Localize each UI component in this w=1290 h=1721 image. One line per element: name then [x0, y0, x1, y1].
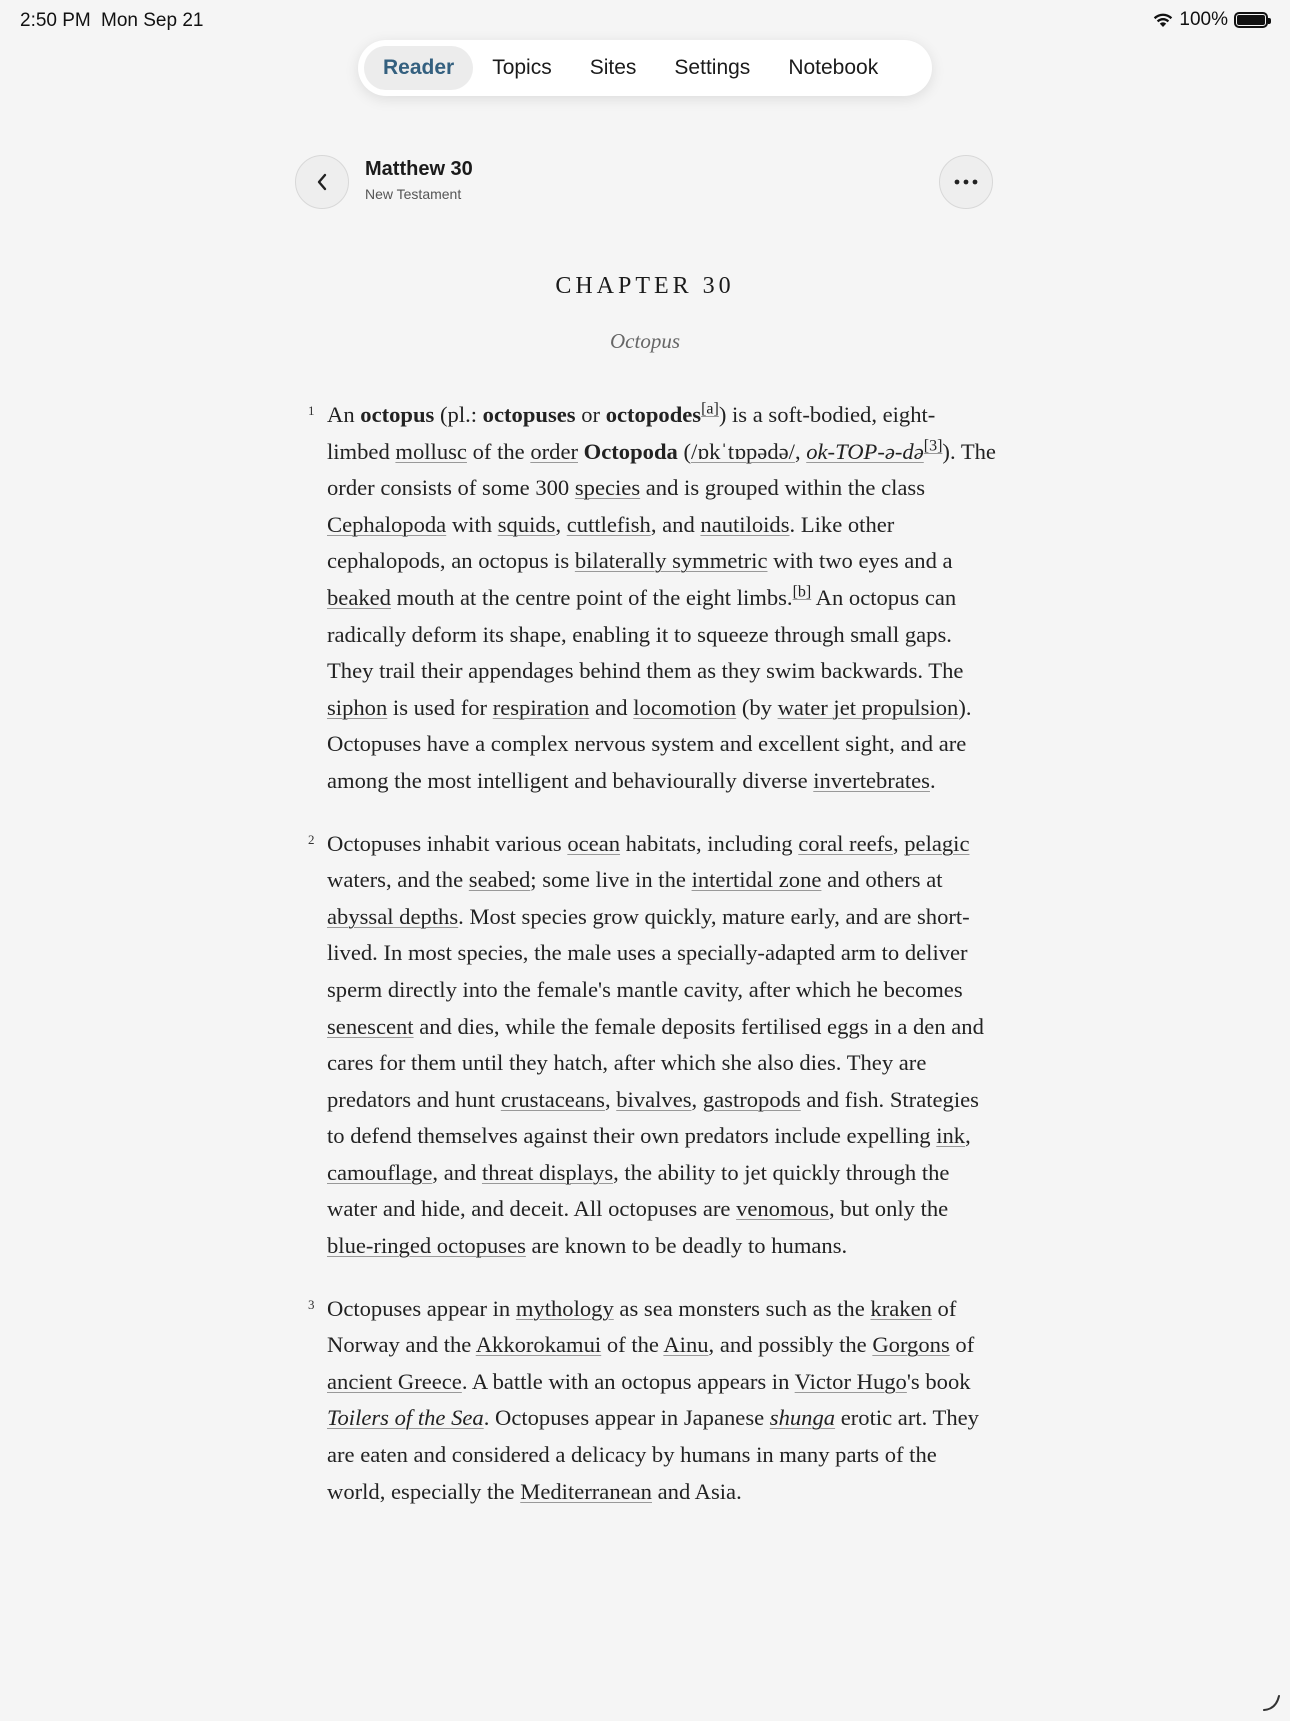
- text-link[interactable]: venomous: [736, 1196, 829, 1222]
- text-segment: of the: [601, 1332, 664, 1358]
- text-link[interactable]: bilaterally symmetric: [574, 548, 768, 574]
- text-link[interactable]: beaked: [327, 584, 391, 610]
- text-link[interactable]: respiration: [492, 694, 590, 720]
- battery-icon: [1234, 12, 1268, 28]
- back-button[interactable]: [295, 155, 349, 209]
- text-segment: ) is a soft-bodied, eight-limbed: [327, 402, 936, 464]
- text-segment: or: [575, 402, 606, 427]
- text-segment: as sea monsters such as the: [613, 1295, 871, 1321]
- text-link[interactable]: invertebrates: [813, 767, 930, 793]
- verse-number: 2: [308, 831, 315, 847]
- text-segment: ). The order consists of some 300: [327, 438, 996, 501]
- tab-reader[interactable]: Reader: [364, 46, 473, 90]
- text-segment: of: [949, 1332, 975, 1358]
- text-segment: ,: [691, 1086, 703, 1112]
- text-segment: 's book: [906, 1368, 971, 1394]
- text-segment: , the ability to jet quickly through the water and hide, and deceit. All octopuses are: [327, 1159, 950, 1222]
- text-link[interactable]: cuttlefish: [566, 511, 651, 537]
- text-link[interactable]: coral reefs: [798, 830, 893, 856]
- tab-topics[interactable]: Topics: [492, 56, 552, 79]
- text-link[interactable]: pelagic: [904, 830, 970, 856]
- book-subtitle: New Testament: [365, 186, 462, 202]
- text-link[interactable]: Victor Hugo: [794, 1368, 907, 1394]
- chapter-subtitle: Octopus: [610, 329, 680, 353]
- tab-settings[interactable]: Settings: [674, 56, 751, 79]
- tab-notebook[interactable]: Notebook: [788, 56, 879, 79]
- resize-handle-icon[interactable]: [1260, 1691, 1282, 1713]
- ellipsis-icon: [954, 179, 978, 185]
- text-link[interactable]: seabed: [468, 867, 531, 893]
- text-segment: and: [589, 694, 634, 720]
- text-segment: .: [929, 767, 936, 793]
- text-link[interactable]: Mediterranean: [520, 1478, 652, 1504]
- text-link[interactable]: Toilers of the Sea: [327, 1405, 484, 1431]
- text-link[interactable]: senescent: [327, 1013, 414, 1039]
- text-segment: (: [677, 438, 691, 464]
- text-segment: and fish. Strategies to defend themselves against their own predators include expelling: [327, 1086, 979, 1149]
- text-segment: ,: [604, 1086, 617, 1112]
- text-segment: . Most species grow quickly, mature early, and are short-lived. In most species, the male uses a specially-adapted arm to deliver sperm directly into the female's mantle cavity, after which he becomes: [327, 903, 970, 1002]
- verse: [308, 1291, 997, 1511]
- text-segment: octopodes: [605, 402, 702, 427]
- text-link[interactable]: threat displays: [481, 1159, 614, 1185]
- text-link[interactable]: mollusc: [395, 438, 467, 464]
- text-link[interactable]: Ainu: [663, 1332, 709, 1358]
- status-date: Mon Sep 21: [101, 10, 204, 31]
- text-segment: habitats, including: [620, 830, 799, 856]
- verse-number: 1: [308, 403, 315, 418]
- text-segment: ,: [794, 438, 807, 464]
- text-segment: and others at: [821, 867, 943, 893]
- footnote-link[interactable]: [3]: [923, 437, 943, 455]
- more-button[interactable]: [939, 155, 993, 209]
- text-link[interactable]: squids: [497, 511, 556, 537]
- chapter-heading: CHAPTER 30: [555, 273, 735, 299]
- text-segment: is used for: [387, 694, 493, 720]
- text-link[interactable]: shunga: [769, 1405, 836, 1431]
- text-segment: . Like other cephalopods, an octopus is: [327, 511, 895, 574]
- status-bar: [0, 0, 1290, 40]
- text-segment: with: [446, 511, 498, 537]
- text-link[interactable]: abyssal depths: [327, 903, 459, 929]
- battery-percent: 100%: [1179, 9, 1228, 30]
- text-segment: , and: [650, 511, 701, 537]
- text-segment: , and possibly the: [708, 1332, 873, 1358]
- text-segment: An octopus can radically deform its shape, enabling it to squeeze through small gaps. They trail their appendages behind them as they swim backwards. The: [327, 584, 964, 684]
- text-segment: of Norway and the: [327, 1295, 957, 1358]
- text-segment: ; some live in the: [530, 867, 692, 893]
- text-segment: , but only the: [828, 1196, 949, 1222]
- verse-number: 3: [308, 1296, 315, 1312]
- text-segment: Octopuses appear in: [327, 1295, 516, 1321]
- text-segment: of the: [466, 438, 531, 464]
- text-link[interactable]: crustaceans: [500, 1086, 605, 1112]
- text-link[interactable]: /ɒkˈtɒpədə/: [691, 438, 795, 464]
- text-link[interactable]: mythology: [515, 1295, 614, 1321]
- status-time: 2:50 PM: [20, 10, 91, 31]
- footnote-link[interactable]: [a]: [701, 400, 719, 418]
- text-segment: ,: [965, 1123, 971, 1149]
- text-link[interactable]: species: [574, 475, 641, 501]
- status-right: [1153, 9, 1268, 31]
- text-segment: and is grouped within the class: [640, 475, 926, 501]
- footnote-link[interactable]: [b]: [792, 583, 812, 601]
- text-segment: An: [327, 402, 361, 427]
- text-segment: octopuses: [482, 402, 576, 427]
- text-link[interactable]: nautiloids: [700, 511, 790, 537]
- text-link[interactable]: water jet propulsion: [777, 694, 959, 720]
- text-segment: are known to be deadly to humans.: [525, 1233, 848, 1259]
- wifi-icon: [1153, 12, 1173, 28]
- text-segment: Octopoda: [583, 438, 678, 464]
- text-segment: mouth at the centre point of the eight limbs.: [390, 584, 793, 610]
- text-link[interactable]: ocean: [567, 830, 621, 856]
- text-segment: . A battle with an octopus appears in: [461, 1368, 795, 1394]
- text-segment: (pl.:: [434, 402, 483, 427]
- text-segment: waters, and the: [327, 867, 469, 893]
- text-link[interactable]: order: [530, 438, 578, 464]
- text-segment: with two eyes and a: [767, 548, 953, 574]
- text-segment: ,: [892, 830, 905, 856]
- text-link[interactable]: intertidal zone: [691, 867, 822, 893]
- chapter-text: [308, 397, 997, 1536]
- text-segment: erotic art. They are eaten and considered a delicacy by humans in many parts of the world, especially the: [327, 1405, 979, 1504]
- text-link[interactable]: siphon: [327, 694, 388, 720]
- text-link[interactable]: Akkorokamui: [475, 1332, 602, 1358]
- text-segment: and Asia.: [651, 1478, 742, 1504]
- tab-bar: [358, 40, 932, 96]
- text-link[interactable]: gastropods: [702, 1086, 801, 1112]
- text-link[interactable]: Cephalopoda: [327, 511, 447, 537]
- text-link[interactable]: Gorgons: [872, 1332, 950, 1358]
- text-link[interactable]: locomotion: [633, 694, 737, 720]
- text-link[interactable]: bivalves: [616, 1086, 692, 1112]
- text-segment: (by: [736, 694, 778, 720]
- text-link[interactable]: ink: [936, 1123, 966, 1149]
- text-link[interactable]: camouflage: [327, 1159, 433, 1185]
- text-link[interactable]: kraken: [870, 1295, 932, 1321]
- text-segment: ). Octopuses have a complex nervous system and excellent sight, and are among the most intelligent and behaviourally diverse: [327, 694, 972, 793]
- tab-sites[interactable]: Sites: [589, 56, 637, 79]
- battery-fill: [1237, 15, 1265, 25]
- chevron-left-icon: [315, 172, 329, 192]
- verse: [308, 826, 997, 1265]
- text-segment: octopus: [360, 402, 435, 427]
- text-link[interactable]: ancient Greece: [327, 1368, 462, 1394]
- text-segment: Octopuses inhabit various: [327, 830, 568, 856]
- book-title: Matthew 30: [365, 158, 473, 180]
- text-segment: ,: [555, 511, 567, 537]
- text-link[interactable]: blue-ringed octopuses: [327, 1233, 526, 1259]
- text-link[interactable]: ok-TOP-ə-də: [806, 438, 924, 464]
- verse: [308, 397, 997, 800]
- text-segment: . Octopuses appear in Japanese: [483, 1405, 770, 1431]
- text-segment: and dies, while the female deposits fertilised eggs in a den and cares for them until they hatch, after which she also dies. They are predators and hunt: [327, 1013, 984, 1112]
- text-segment: , and: [432, 1159, 482, 1185]
